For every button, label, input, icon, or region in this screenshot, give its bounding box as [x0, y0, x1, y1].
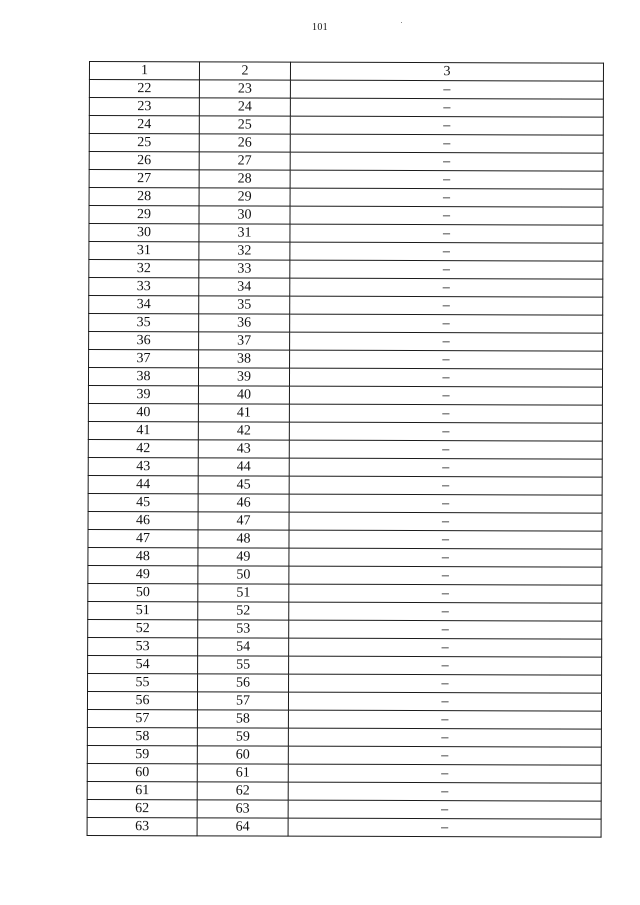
table-cell-col-1: 48 — [88, 547, 198, 565]
table-row — [87, 817, 601, 837]
table-cell-col-3: – — [290, 242, 603, 261]
table-cell-col-3: – — [289, 674, 602, 693]
table-cell-col-2: 38 — [199, 350, 290, 368]
table-cell-col-3: – — [288, 800, 601, 819]
table-cell-col-2: 25 — [199, 116, 290, 134]
table-cell-col-2: 58 — [197, 710, 288, 728]
table-cell-col-2: 39 — [198, 368, 289, 386]
table-cell-col-2: 29 — [199, 188, 290, 206]
table-row — [88, 368, 602, 388]
table-cell-col-3: – — [289, 530, 602, 549]
table-row — [88, 583, 602, 603]
table-row — [87, 727, 601, 747]
table-cell-col-3: – — [289, 656, 602, 675]
table-cell-col-1: 33 — [89, 278, 199, 296]
table-cell-col-1: 32 — [89, 260, 199, 278]
table-cell-col-2: 36 — [199, 314, 290, 332]
table-cell-col-1: 53 — [88, 637, 198, 655]
table-cell-col-2: 63 — [197, 800, 288, 818]
table-row — [89, 242, 603, 262]
table-cell-col-3: – — [290, 332, 603, 351]
table-cell-col-1: 40 — [88, 403, 198, 421]
table-cell-col-1: 23 — [89, 98, 199, 116]
column-header-3: 3 — [290, 62, 603, 81]
table-row — [88, 673, 602, 693]
table-cell-col-1: 55 — [88, 673, 198, 691]
table-cell-col-1: 41 — [88, 421, 198, 439]
table-cell-col-1: 50 — [88, 583, 198, 601]
table-cell-col-2: 35 — [199, 296, 290, 314]
table-cell-col-2: 40 — [198, 386, 289, 404]
table-cell-col-1: 38 — [88, 368, 198, 386]
table-cell-col-1: 22 — [89, 80, 199, 98]
table-row — [88, 457, 602, 477]
table-cell-col-1: 26 — [89, 152, 199, 170]
table-row — [87, 781, 601, 801]
table-cell-col-1: 62 — [87, 799, 197, 817]
table-cell-col-2: 47 — [198, 512, 289, 530]
table-cell-col-1: 52 — [88, 619, 198, 637]
table-row — [88, 637, 602, 657]
table-cell-col-3: – — [290, 314, 603, 333]
table-row — [87, 745, 601, 765]
table-cell-col-3: – — [289, 584, 602, 603]
table-row — [88, 619, 602, 639]
table-row — [89, 188, 603, 208]
table-cell-col-3: – — [288, 746, 601, 765]
table-row — [89, 116, 603, 136]
table-row — [87, 709, 601, 729]
table-cell-col-3: – — [289, 404, 602, 423]
column-header-1: 1 — [89, 62, 199, 80]
table-row — [88, 601, 602, 621]
table-row — [89, 80, 603, 100]
table-cell-col-1: 39 — [88, 385, 198, 403]
table-row — [88, 421, 602, 441]
table-cell-col-3: – — [290, 350, 603, 369]
table-cell-col-3: – — [290, 260, 603, 279]
table-cell-col-2: 62 — [197, 782, 288, 800]
table-cell-col-1: 36 — [89, 332, 199, 350]
table-header-row — [89, 62, 603, 82]
table-cell-col-1: 28 — [89, 188, 199, 206]
table-cell-col-1: 29 — [89, 206, 199, 224]
table-cell-col-1: 59 — [87, 745, 197, 763]
table-row — [89, 98, 603, 118]
table-cell-col-3: – — [290, 224, 603, 243]
table-row — [89, 224, 603, 244]
table-cell-col-3: – — [290, 116, 603, 135]
table-cell-col-1: 60 — [87, 763, 197, 781]
table-cell-col-3: – — [288, 728, 601, 747]
table-cell-col-1: 63 — [87, 817, 197, 835]
table-cell-col-3: – — [289, 494, 602, 513]
table-row — [89, 314, 603, 334]
table-cell-col-2: 61 — [197, 764, 288, 782]
table-cell-col-2: 54 — [198, 638, 289, 656]
table-row — [87, 691, 601, 711]
table-cell-col-3: – — [289, 602, 602, 621]
table-cell-col-1: 24 — [89, 116, 199, 134]
table-cell-col-2: 53 — [198, 620, 289, 638]
table-cell-col-1: 31 — [89, 242, 199, 260]
table-cell-col-2: 52 — [198, 602, 289, 620]
table-cell-col-2: 55 — [198, 656, 289, 674]
table-cell-col-1: 34 — [89, 296, 199, 314]
table-cell-col-3: – — [290, 170, 603, 189]
table-row — [89, 332, 603, 352]
table-row — [88, 403, 602, 423]
table-cell-col-3: – — [288, 692, 601, 711]
table-cell-col-2: 50 — [198, 566, 289, 584]
table-cell-col-1: 35 — [89, 314, 199, 332]
table-cell-col-1: 56 — [87, 691, 197, 709]
table-cell-col-1: 44 — [88, 475, 198, 493]
table-cell-col-3: – — [290, 80, 603, 99]
table-cell-col-2: 24 — [199, 98, 290, 116]
table-cell-col-2: 45 — [198, 476, 289, 494]
table-cell-col-2: 46 — [198, 494, 289, 512]
table-cell-col-2: 64 — [197, 818, 288, 836]
table-row — [89, 170, 603, 190]
table-cell-col-3: – — [289, 548, 602, 567]
table-cell-col-3: – — [288, 818, 601, 837]
table-cell-col-3: – — [290, 206, 603, 225]
table-cell-col-1: 58 — [87, 727, 197, 745]
table-cell-col-1: 37 — [89, 350, 199, 368]
table-cell-col-3: – — [288, 782, 601, 801]
table-row — [88, 385, 602, 405]
table-cell-col-2: 56 — [198, 674, 289, 692]
table-cell-col-1: 25 — [89, 134, 199, 152]
table-cell-col-1: 47 — [88, 529, 198, 547]
table-cell-col-3: – — [289, 476, 602, 495]
table-row — [88, 655, 602, 675]
table-cell-col-3: – — [290, 152, 603, 171]
table-cell-col-1: 49 — [88, 565, 198, 583]
table-cell-col-2: 51 — [198, 584, 289, 602]
table-cell-col-3: – — [289, 458, 602, 477]
table-cell-col-3: – — [289, 368, 602, 387]
table-cell-col-3: – — [289, 566, 602, 585]
table-row — [89, 134, 603, 154]
table-cell-col-3: – — [288, 710, 601, 729]
table-cell-col-1: 57 — [87, 709, 197, 727]
table-cell-col-2: 30 — [199, 206, 290, 224]
table-cell-col-3: – — [290, 134, 603, 153]
table-cell-col-1: 54 — [88, 655, 198, 673]
table-cell-col-3: – — [289, 512, 602, 531]
table-row — [87, 799, 601, 819]
table-cell-col-1: 61 — [87, 781, 197, 799]
scan-speck — [401, 22, 402, 23]
table-cell-col-3: – — [290, 188, 603, 207]
table-cell-col-3: – — [289, 422, 602, 441]
table-row — [87, 763, 601, 783]
table-body — [87, 80, 603, 838]
table-cell-col-1: 45 — [88, 493, 198, 511]
table-row — [88, 529, 602, 549]
table-cell-col-3: – — [290, 278, 603, 297]
table-row — [89, 206, 603, 226]
table-cell-col-3: – — [289, 386, 602, 405]
table-cell-col-2: 42 — [198, 422, 289, 440]
table-cell-col-1: 43 — [88, 457, 198, 475]
table-cell-col-2: 32 — [199, 242, 290, 260]
table-cell-col-1: 51 — [88, 601, 198, 619]
column-header-2: 2 — [199, 62, 290, 80]
table-cell-col-2: 33 — [199, 260, 290, 278]
page-number: 101 — [312, 22, 328, 33]
table-row — [88, 475, 602, 495]
table-cell-col-2: 27 — [199, 152, 290, 170]
table-cell-col-2: 57 — [197, 692, 288, 710]
table-cell-col-2: 43 — [198, 440, 289, 458]
table-cell-col-2: 31 — [199, 224, 290, 242]
table-cell-col-2: 49 — [198, 548, 289, 566]
table-row — [89, 152, 603, 172]
table-cell-col-3: – — [290, 98, 603, 117]
table-cell-col-1: 27 — [89, 170, 199, 188]
table-cell-col-3: – — [289, 440, 602, 459]
table-cell-col-2: 44 — [198, 458, 289, 476]
table-cell-col-3: – — [289, 620, 602, 639]
table-cell-col-2: 59 — [197, 728, 288, 746]
table-cell-col-2: 28 — [199, 170, 290, 188]
table-cell-col-2: 26 — [199, 134, 290, 152]
table-row — [89, 278, 603, 298]
table-cell-col-2: 60 — [197, 746, 288, 764]
table-cell-col-2: 34 — [199, 278, 290, 296]
table-cell-col-3: – — [289, 638, 602, 657]
table-row — [88, 511, 602, 531]
table-row — [89, 296, 603, 316]
table-cell-col-2: 23 — [199, 80, 290, 98]
table-row — [88, 493, 602, 513]
table-row — [88, 547, 602, 567]
table-cell-col-3: – — [290, 296, 603, 315]
table-row — [88, 565, 602, 585]
table-row — [88, 439, 602, 459]
table-row — [89, 260, 603, 280]
table-cell-col-2: 41 — [198, 404, 289, 422]
table-cell-col-1: 46 — [88, 511, 198, 529]
table-cell-col-1: 42 — [88, 439, 198, 457]
table-row — [89, 350, 603, 370]
table-cell-col-2: 48 — [198, 530, 289, 548]
table-cell-col-1: 30 — [89, 224, 199, 242]
data-table — [87, 61, 604, 838]
table-cell-col-2: 37 — [199, 332, 290, 350]
table-cell-col-3: – — [288, 764, 601, 783]
